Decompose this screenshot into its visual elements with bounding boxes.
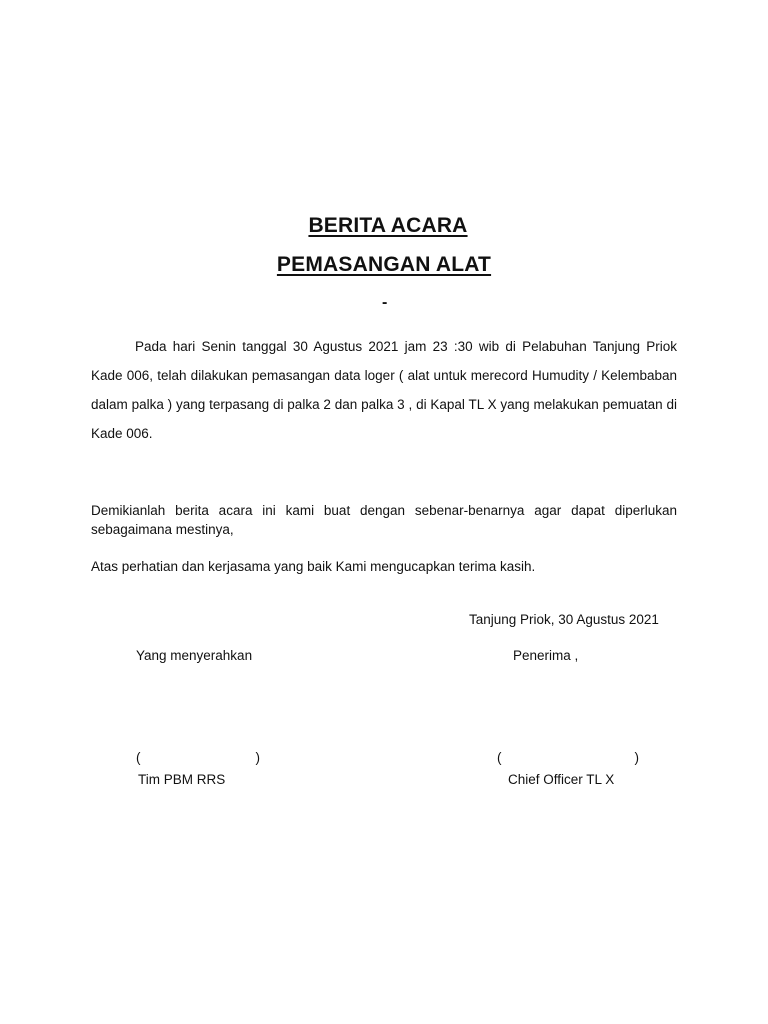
body-paragraph-1: Pada hari Senin tanggal 30 Agustus 2021 jam 23 :30 wib di Pelabuhan Tanjung Priok Kade 006, telah dilakukan pemasangan data loger ( alat untuk merecord Humudity / Kelembaban dalam palka ) yang terpasang di palka 2 dan palka 3 , di Kapal TL X yang melakukan pemuatan di Kade 006.	[91, 338, 677, 441]
close-paren: )	[255, 750, 260, 765]
body-paragraph-3: Atas perhatian dan kerjasama yang baik Kami mengucapkan terima kasih.	[91, 558, 536, 574]
open-paren: (	[497, 750, 502, 765]
place-and-date: Tanjung Priok, 30 Agustus 2021	[469, 612, 659, 627]
document-title-line1: BERITA ACARA	[308, 214, 468, 237]
document-title-line2: PEMASANGAN ALAT	[276, 253, 492, 276]
receiver-name: Chief Officer TL X	[508, 772, 615, 787]
receiver-signature-space	[497, 750, 639, 765]
title-separator: -	[382, 294, 388, 311]
giver-signature-space	[136, 750, 260, 765]
receiver-label: Penerima ,	[513, 648, 579, 663]
open-paren: (	[136, 750, 141, 765]
close-paren: )	[634, 750, 639, 765]
body-paragraph-2: Demikianlah berita acara ini kami buat dengan sebenar-benarnya agar dapat diperlukan sebagaimana mestinya,	[91, 502, 677, 537]
giver-name: Tim PBM RRS	[138, 772, 226, 787]
giver-label: Yang menyerahkan	[136, 648, 253, 663]
